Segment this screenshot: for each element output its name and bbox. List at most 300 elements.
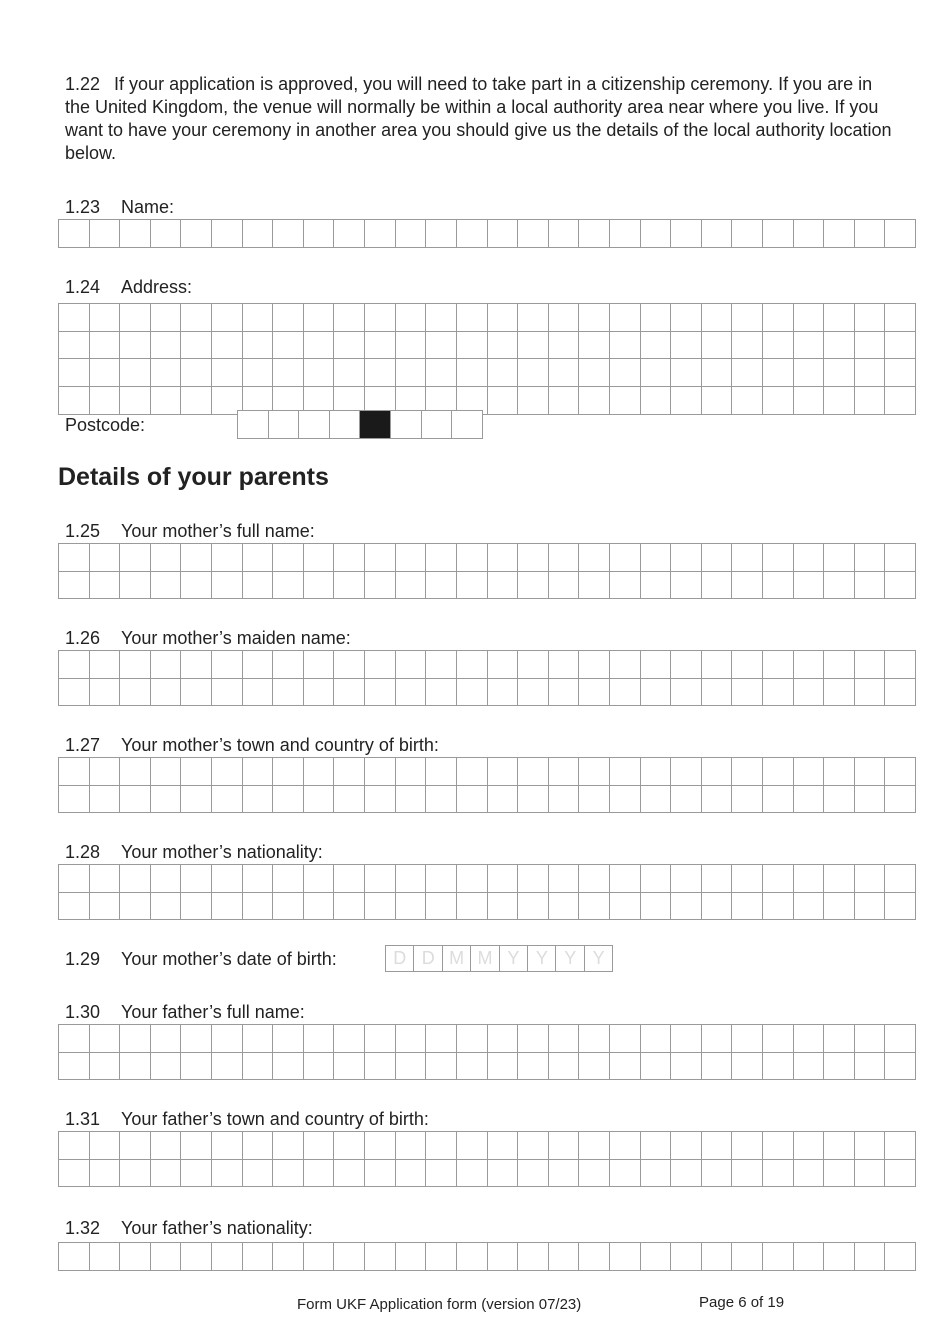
character-box[interactable] — [390, 410, 422, 439]
character-box[interactable] — [640, 1024, 672, 1053]
character-box[interactable] — [854, 785, 886, 814]
character-box[interactable] — [237, 410, 269, 439]
character-box[interactable] — [211, 1052, 243, 1081]
character-box[interactable] — [456, 650, 488, 679]
character-box[interactable] — [456, 303, 488, 332]
character-box[interactable] — [303, 1024, 335, 1053]
character-box[interactable] — [731, 543, 763, 572]
character-box[interactable] — [731, 757, 763, 786]
character-box[interactable] — [762, 543, 794, 572]
father-full-name-field[interactable] — [58, 1024, 915, 1079]
character-box[interactable] — [119, 1024, 151, 1053]
character-box[interactable] — [58, 571, 90, 600]
character-box[interactable] — [487, 785, 519, 814]
character-box[interactable] — [609, 864, 641, 893]
character-box[interactable] — [180, 571, 212, 600]
character-box[interactable] — [731, 785, 763, 814]
character-box[interactable] — [578, 219, 610, 248]
character-box[interactable] — [119, 785, 151, 814]
character-box[interactable] — [89, 219, 121, 248]
character-box[interactable] — [150, 892, 182, 921]
character-box[interactable] — [823, 864, 855, 893]
character-box[interactable] — [211, 1024, 243, 1053]
character-box[interactable] — [884, 678, 916, 707]
character-box[interactable] — [517, 571, 549, 600]
character-box[interactable] — [395, 1159, 427, 1188]
character-box[interactable] — [58, 678, 90, 707]
character-box[interactable] — [119, 303, 151, 332]
character-box[interactable] — [425, 1024, 457, 1053]
character-box[interactable] — [578, 785, 610, 814]
character-box[interactable] — [395, 678, 427, 707]
character-box[interactable] — [333, 650, 365, 679]
character-box[interactable] — [701, 571, 733, 600]
character-box[interactable] — [421, 410, 453, 439]
character-box[interactable] — [793, 678, 825, 707]
character-box[interactable] — [884, 1052, 916, 1081]
character-box[interactable] — [89, 571, 121, 600]
character-box[interactable] — [242, 757, 274, 786]
character-box[interactable] — [793, 1242, 825, 1271]
character-box[interactable] — [701, 543, 733, 572]
character-box[interactable] — [670, 1242, 702, 1271]
character-box[interactable] — [640, 1159, 672, 1188]
character-box[interactable] — [425, 892, 457, 921]
character-box[interactable] — [150, 303, 182, 332]
character-box[interactable] — [180, 331, 212, 360]
character-box[interactable] — [119, 1131, 151, 1160]
dob-box[interactable]: Y — [555, 945, 585, 972]
character-box[interactable] — [762, 1159, 794, 1188]
character-box[interactable] — [823, 219, 855, 248]
character-box[interactable] — [884, 1024, 916, 1053]
character-box[interactable] — [670, 219, 702, 248]
character-box[interactable] — [119, 219, 151, 248]
character-box[interactable] — [333, 571, 365, 600]
character-box[interactable] — [89, 358, 121, 387]
character-box[interactable] — [884, 650, 916, 679]
mother-dob-field[interactable] — [385, 945, 612, 971]
character-box[interactable] — [58, 864, 90, 893]
character-box[interactable] — [517, 386, 549, 415]
character-box[interactable] — [333, 678, 365, 707]
character-box[interactable] — [548, 386, 580, 415]
character-box[interactable] — [854, 757, 886, 786]
character-box[interactable] — [303, 543, 335, 572]
character-box[interactable] — [731, 1131, 763, 1160]
character-box[interactable] — [640, 678, 672, 707]
character-box[interactable] — [670, 358, 702, 387]
character-box[interactable] — [793, 892, 825, 921]
character-box[interactable] — [180, 358, 212, 387]
character-box[interactable] — [89, 1131, 121, 1160]
character-box[interactable] — [242, 571, 274, 600]
character-box[interactable] — [884, 785, 916, 814]
character-box[interactable] — [364, 571, 396, 600]
character-box[interactable] — [150, 219, 182, 248]
character-box[interactable] — [272, 543, 304, 572]
character-box[interactable] — [487, 358, 519, 387]
character-box[interactable] — [731, 358, 763, 387]
character-box[interactable] — [578, 1159, 610, 1188]
character-box[interactable] — [150, 543, 182, 572]
character-box[interactable] — [333, 785, 365, 814]
character-box[interactable] — [395, 358, 427, 387]
character-box[interactable] — [180, 543, 212, 572]
character-box[interactable] — [150, 386, 182, 415]
character-box[interactable] — [333, 1159, 365, 1188]
character-box[interactable] — [670, 650, 702, 679]
character-box[interactable] — [854, 219, 886, 248]
character-box[interactable] — [670, 571, 702, 600]
character-box[interactable] — [609, 892, 641, 921]
mother-nationality-field[interactable] — [58, 864, 915, 919]
character-box[interactable] — [578, 892, 610, 921]
character-box[interactable] — [242, 892, 274, 921]
character-box[interactable] — [180, 892, 212, 921]
mother-maiden-name-field[interactable] — [58, 650, 915, 705]
postcode-field[interactable] — [237, 410, 482, 438]
character-box[interactable] — [303, 219, 335, 248]
character-box[interactable] — [180, 1131, 212, 1160]
character-box[interactable] — [609, 1159, 641, 1188]
character-box[interactable] — [823, 650, 855, 679]
character-box[interactable] — [793, 1024, 825, 1053]
character-box[interactable] — [58, 892, 90, 921]
character-box[interactable] — [487, 1131, 519, 1160]
character-box[interactable] — [242, 650, 274, 679]
character-box[interactable] — [823, 358, 855, 387]
character-box[interactable] — [303, 650, 335, 679]
character-box[interactable] — [89, 650, 121, 679]
character-box[interactable] — [578, 1131, 610, 1160]
character-box[interactable] — [242, 785, 274, 814]
character-box[interactable] — [487, 757, 519, 786]
character-box[interactable] — [456, 678, 488, 707]
character-box[interactable] — [456, 1052, 488, 1081]
character-box[interactable] — [89, 678, 121, 707]
character-box[interactable] — [884, 571, 916, 600]
character-box[interactable] — [89, 543, 121, 572]
character-box[interactable] — [548, 864, 580, 893]
character-box[interactable] — [119, 892, 151, 921]
character-box[interactable] — [456, 571, 488, 600]
character-box[interactable] — [242, 1024, 274, 1053]
character-box[interactable] — [578, 571, 610, 600]
character-box[interactable] — [395, 864, 427, 893]
character-box[interactable] — [150, 1052, 182, 1081]
character-box[interactable] — [364, 757, 396, 786]
character-box[interactable] — [242, 864, 274, 893]
character-box[interactable] — [272, 757, 304, 786]
character-box[interactable] — [884, 892, 916, 921]
mother-full-name-field[interactable] — [58, 543, 915, 598]
character-box[interactable] — [242, 1159, 274, 1188]
character-box[interactable] — [823, 543, 855, 572]
character-box[interactable] — [670, 864, 702, 893]
character-box[interactable] — [762, 386, 794, 415]
character-box[interactable] — [89, 864, 121, 893]
character-box[interactable] — [548, 571, 580, 600]
character-box[interactable] — [150, 678, 182, 707]
character-box[interactable] — [793, 1159, 825, 1188]
character-box[interactable] — [487, 892, 519, 921]
character-box[interactable] — [517, 219, 549, 248]
character-box[interactable] — [272, 1159, 304, 1188]
character-box[interactable] — [303, 1159, 335, 1188]
character-box[interactable] — [701, 219, 733, 248]
character-box[interactable] — [854, 1131, 886, 1160]
character-box[interactable] — [578, 386, 610, 415]
character-box[interactable] — [242, 1131, 274, 1160]
character-box[interactable] — [609, 1024, 641, 1053]
character-box[interactable] — [701, 1052, 733, 1081]
character-box[interactable] — [517, 892, 549, 921]
character-box[interactable] — [487, 1242, 519, 1271]
character-box[interactable] — [670, 303, 702, 332]
character-box[interactable] — [119, 358, 151, 387]
character-box[interactable] — [119, 864, 151, 893]
character-box[interactable] — [640, 1131, 672, 1160]
character-box[interactable] — [364, 892, 396, 921]
character-box[interactable] — [150, 1159, 182, 1188]
character-box[interactable] — [884, 331, 916, 360]
character-box[interactable] — [731, 1242, 763, 1271]
character-box[interactable] — [272, 303, 304, 332]
character-box[interactable] — [823, 1024, 855, 1053]
character-box[interactable] — [701, 864, 733, 893]
character-box[interactable] — [395, 543, 427, 572]
character-box[interactable] — [487, 650, 519, 679]
character-box[interactable] — [180, 386, 212, 415]
character-box[interactable] — [303, 1052, 335, 1081]
character-box[interactable] — [211, 678, 243, 707]
character-box[interactable] — [609, 219, 641, 248]
character-box[interactable] — [395, 757, 427, 786]
character-box[interactable] — [119, 386, 151, 415]
character-box[interactable] — [303, 892, 335, 921]
character-box[interactable] — [548, 303, 580, 332]
character-box[interactable] — [180, 1052, 212, 1081]
character-box[interactable] — [150, 785, 182, 814]
character-box[interactable] — [854, 1242, 886, 1271]
character-box[interactable] — [298, 410, 330, 439]
character-box[interactable] — [548, 1242, 580, 1271]
character-box[interactable] — [517, 785, 549, 814]
character-box[interactable] — [425, 571, 457, 600]
character-box[interactable] — [854, 303, 886, 332]
character-box[interactable] — [701, 358, 733, 387]
character-box[interactable] — [119, 1052, 151, 1081]
character-box[interactable] — [517, 1052, 549, 1081]
character-box[interactable] — [395, 219, 427, 248]
character-box[interactable] — [180, 650, 212, 679]
character-box[interactable] — [150, 331, 182, 360]
character-box[interactable] — [487, 571, 519, 600]
character-box[interactable] — [517, 358, 549, 387]
character-box[interactable] — [823, 1159, 855, 1188]
character-box[interactable] — [89, 892, 121, 921]
character-box[interactable] — [609, 785, 641, 814]
character-box[interactable] — [884, 864, 916, 893]
character-box[interactable] — [211, 358, 243, 387]
character-box[interactable] — [150, 358, 182, 387]
character-box[interactable] — [548, 331, 580, 360]
character-box[interactable] — [854, 1159, 886, 1188]
character-box[interactable] — [456, 1131, 488, 1160]
character-box[interactable] — [823, 1052, 855, 1081]
character-box[interactable] — [89, 1052, 121, 1081]
character-box[interactable] — [640, 757, 672, 786]
character-box[interactable] — [854, 571, 886, 600]
character-box[interactable] — [578, 358, 610, 387]
character-box[interactable] — [333, 757, 365, 786]
character-box[interactable] — [762, 331, 794, 360]
character-box[interactable] — [211, 864, 243, 893]
character-box[interactable] — [517, 303, 549, 332]
character-box[interactable] — [242, 219, 274, 248]
character-box[interactable] — [762, 571, 794, 600]
character-box[interactable] — [640, 543, 672, 572]
character-box[interactable] — [762, 1242, 794, 1271]
character-box[interactable] — [119, 543, 151, 572]
character-box[interactable] — [762, 1052, 794, 1081]
character-box[interactable] — [303, 678, 335, 707]
character-box[interactable] — [180, 1159, 212, 1188]
character-box[interactable] — [58, 331, 90, 360]
character-box[interactable] — [364, 331, 396, 360]
character-box[interactable] — [395, 892, 427, 921]
character-box[interactable] — [670, 678, 702, 707]
dob-box[interactable]: Y — [499, 945, 529, 972]
character-box[interactable] — [793, 571, 825, 600]
character-box[interactable] — [701, 386, 733, 415]
character-box[interactable] — [517, 1242, 549, 1271]
character-box[interactable] — [701, 1242, 733, 1271]
character-box[interactable] — [425, 219, 457, 248]
character-box[interactable] — [425, 678, 457, 707]
character-box[interactable] — [793, 757, 825, 786]
character-box[interactable] — [884, 1242, 916, 1271]
character-box[interactable] — [211, 219, 243, 248]
character-box[interactable] — [670, 331, 702, 360]
character-box[interactable] — [609, 757, 641, 786]
character-box[interactable] — [487, 303, 519, 332]
character-box[interactable] — [609, 331, 641, 360]
character-box[interactable] — [395, 1131, 427, 1160]
character-box[interactable] — [793, 219, 825, 248]
character-box[interactable] — [456, 1024, 488, 1053]
character-box[interactable] — [58, 303, 90, 332]
character-box[interactable] — [242, 678, 274, 707]
dob-box[interactable]: M — [442, 945, 472, 972]
character-box[interactable] — [150, 1024, 182, 1053]
character-box[interactable] — [640, 358, 672, 387]
character-box[interactable] — [364, 358, 396, 387]
character-box[interactable] — [640, 303, 672, 332]
character-box[interactable] — [609, 358, 641, 387]
character-box[interactable] — [854, 1052, 886, 1081]
character-box[interactable] — [823, 331, 855, 360]
character-box[interactable] — [272, 650, 304, 679]
character-box[interactable] — [578, 757, 610, 786]
character-box[interactable] — [701, 303, 733, 332]
character-box[interactable] — [303, 571, 335, 600]
character-box[interactable] — [487, 386, 519, 415]
character-box[interactable] — [364, 785, 396, 814]
character-box[interactable] — [364, 864, 396, 893]
character-box[interactable] — [793, 358, 825, 387]
character-box[interactable] — [58, 1131, 90, 1160]
character-box[interactable] — [456, 785, 488, 814]
character-box[interactable] — [823, 386, 855, 415]
character-box[interactable] — [364, 543, 396, 572]
character-box[interactable] — [517, 331, 549, 360]
character-box[interactable] — [670, 1052, 702, 1081]
character-box[interactable] — [119, 571, 151, 600]
character-box[interactable] — [640, 571, 672, 600]
character-box[interactable] — [762, 219, 794, 248]
character-box[interactable] — [884, 303, 916, 332]
dob-box[interactable]: D — [385, 945, 415, 972]
character-box[interactable] — [884, 386, 916, 415]
character-box[interactable] — [731, 678, 763, 707]
character-box[interactable] — [762, 892, 794, 921]
character-box[interactable] — [884, 757, 916, 786]
character-box[interactable] — [303, 303, 335, 332]
character-box[interactable] — [731, 892, 763, 921]
character-box[interactable] — [823, 1131, 855, 1160]
character-box[interactable] — [211, 892, 243, 921]
character-box[interactable] — [609, 1131, 641, 1160]
character-box[interactable] — [333, 1024, 365, 1053]
character-box[interactable] — [548, 1052, 580, 1081]
character-box[interactable] — [364, 678, 396, 707]
character-box[interactable] — [211, 757, 243, 786]
character-box[interactable] — [180, 785, 212, 814]
character-box[interactable] — [395, 303, 427, 332]
character-box[interactable] — [793, 331, 825, 360]
character-box[interactable] — [823, 571, 855, 600]
character-box[interactable] — [58, 757, 90, 786]
character-box[interactable] — [242, 1052, 274, 1081]
character-box[interactable] — [89, 1024, 121, 1053]
character-box[interactable] — [762, 1024, 794, 1053]
character-box[interactable] — [242, 1242, 274, 1271]
character-box[interactable] — [487, 864, 519, 893]
character-box[interactable] — [242, 358, 274, 387]
character-box[interactable] — [268, 410, 300, 439]
character-box[interactable] — [395, 650, 427, 679]
character-box[interactable] — [670, 892, 702, 921]
character-box[interactable] — [823, 303, 855, 332]
character-box[interactable] — [425, 785, 457, 814]
character-box[interactable] — [211, 785, 243, 814]
character-box[interactable] — [578, 303, 610, 332]
character-box[interactable] — [578, 678, 610, 707]
character-box[interactable] — [670, 757, 702, 786]
character-box[interactable] — [793, 303, 825, 332]
character-box[interactable] — [548, 219, 580, 248]
character-box[interactable] — [303, 1242, 335, 1271]
character-box[interactable] — [884, 1159, 916, 1188]
character-box[interactable] — [211, 1159, 243, 1188]
character-box[interactable] — [303, 864, 335, 893]
character-box[interactable] — [364, 219, 396, 248]
character-box[interactable] — [364, 1242, 396, 1271]
character-box[interactable] — [854, 386, 886, 415]
character-box[interactable] — [823, 757, 855, 786]
